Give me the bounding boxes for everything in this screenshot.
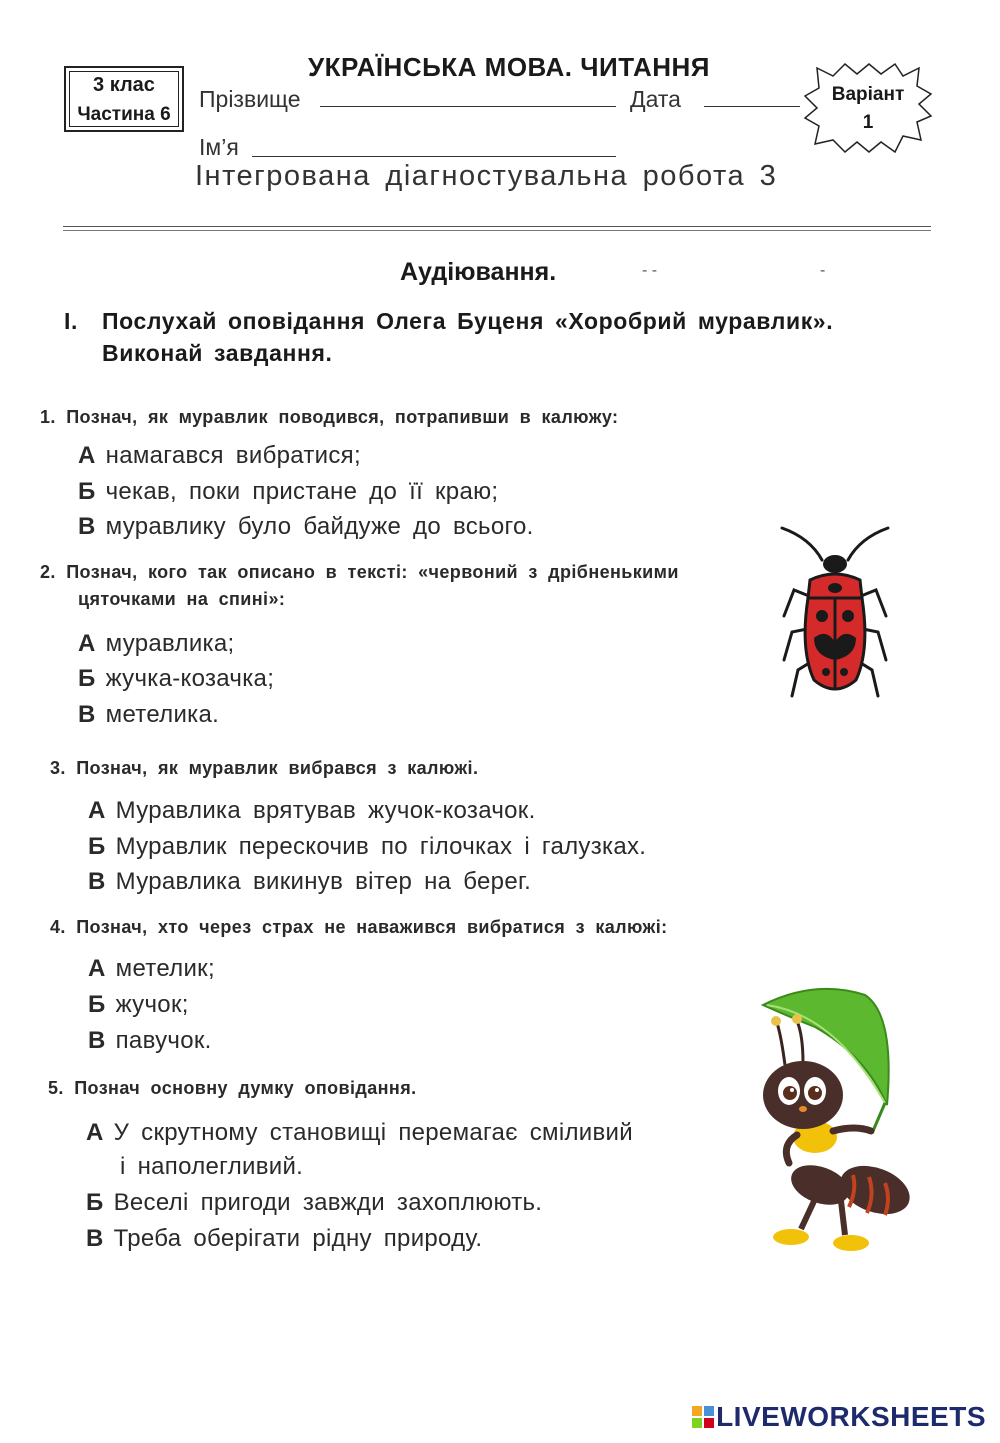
- divider-secondary: [63, 230, 931, 231]
- question-text: Познач, хто через страх не наважився вибратися з калюжі:: [76, 917, 668, 937]
- section-title: Аудіювання.: [400, 258, 557, 286]
- section-dash: -: [820, 262, 826, 279]
- question-text: Познач, як муравлик вибрався з калюжі.: [76, 758, 479, 778]
- variant-label: Варіант: [831, 84, 905, 105]
- section-dashes: - -: [642, 262, 658, 279]
- question-number: 3.: [50, 758, 66, 778]
- question-2: [40, 562, 760, 610]
- grade-box: [64, 66, 184, 132]
- surname-label: Прізвище: [199, 86, 301, 112]
- task-number: I.: [64, 308, 78, 334]
- option-1b[interactable]: Б чекав, поки пристане до її краю;: [78, 478, 499, 505]
- option-5a-continued: і наполегливий.: [120, 1153, 304, 1180]
- variant-badge: [803, 62, 933, 154]
- name-field[interactable]: [252, 156, 616, 157]
- beetle-image: [770, 520, 900, 705]
- option-2b[interactable]: Б жучка-козачка;: [78, 665, 275, 692]
- divider: [63, 226, 931, 227]
- option-5b[interactable]: Б Веселі пригоди завжди захоплюють.: [86, 1189, 543, 1216]
- task-line-2: Виконай завдання.: [102, 340, 333, 366]
- question-text-2: цяточками на спині»:: [78, 589, 286, 609]
- liveworksheets-brand[interactable]: [692, 1401, 986, 1433]
- question-4: [50, 917, 668, 938]
- task-heading: [64, 305, 934, 369]
- question-number: 1.: [40, 407, 56, 427]
- brand-text: LIVEWORKSHEETS: [716, 1401, 986, 1432]
- option-1a[interactable]: А намагався вибратися;: [78, 442, 361, 469]
- question-3: [50, 758, 478, 779]
- option-2c[interactable]: В метелика.: [78, 701, 220, 728]
- question-number: 5.: [48, 1078, 64, 1098]
- question-text: Познач основну думку оповідання.: [74, 1078, 417, 1098]
- option-3a[interactable]: А Муравлика врятував жучок-козачок.: [88, 797, 536, 824]
- option-4c[interactable]: В павучок.: [88, 1027, 212, 1054]
- page-title: УКРАЇНСЬКА МОВА. ЧИТАННЯ: [308, 52, 710, 82]
- variant-star-shape: [803, 62, 933, 154]
- question-text: Познач, кого так описано в тексті: «червоний з дрібненькими: [66, 562, 679, 582]
- question-number: 4.: [50, 917, 66, 937]
- variant-number: 1: [862, 112, 874, 133]
- date-label: Дата: [630, 86, 681, 112]
- option-4a[interactable]: А метелик;: [88, 955, 215, 982]
- name-label: Ім’я: [199, 134, 239, 160]
- part-label: Частина 6: [77, 104, 171, 125]
- work-subtitle: Інтегрована діагностувальна робота 3: [195, 160, 778, 192]
- option-5a[interactable]: А У скрутному становищі перемагає сміливий: [86, 1119, 633, 1146]
- question-number: 2.: [40, 562, 56, 582]
- option-1c[interactable]: В муравлику було байдуже до всього.: [78, 513, 534, 540]
- option-5c[interactable]: В Треба оберігати рідну природу.: [86, 1225, 483, 1252]
- question-text: Познач, як муравлик поводився, потрапивши в калюжу:: [66, 407, 619, 427]
- date-field[interactable]: [704, 106, 800, 107]
- ant-with-leaf-icon: [745, 985, 925, 1265]
- surname-field[interactable]: [320, 106, 616, 107]
- firebug-icon: [770, 520, 900, 705]
- task-line-1: Послухай оповідання Олега Буценя «Хоробрий муравлик».: [102, 308, 834, 334]
- option-3c[interactable]: В Муравлика викинув вітер на берег.: [88, 868, 532, 895]
- liveworksheets-logo-icon: [692, 1403, 714, 1425]
- ant-image: [745, 985, 925, 1265]
- question-1: [40, 407, 618, 428]
- question-5: [48, 1078, 417, 1099]
- grade-label: 3 клас: [93, 74, 155, 96]
- option-4b[interactable]: Б жучок;: [88, 991, 189, 1018]
- option-3b[interactable]: Б Муравлик перескочив по гілочках і галузках.: [88, 833, 647, 860]
- option-2a[interactable]: А муравлика;: [78, 630, 235, 657]
